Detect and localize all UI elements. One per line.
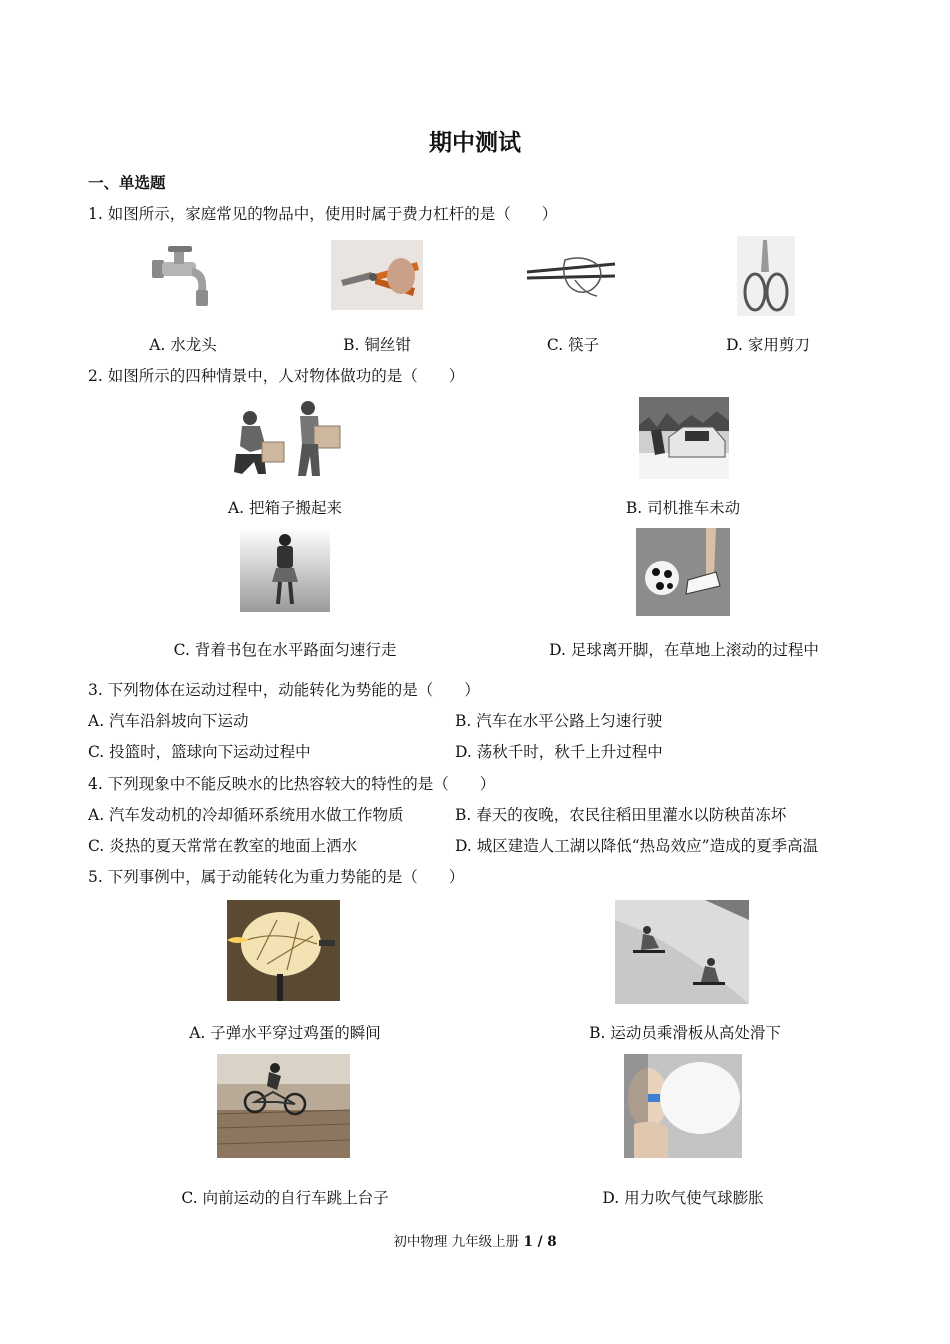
q5-option-a: A. 子弹水平穿过鸡蛋的瞬间 <box>189 1024 381 1042</box>
soccer-ball-kick-image <box>636 528 730 616</box>
q2-option-b: B. 司机推车未动 <box>625 499 741 517</box>
sandboarding-image <box>615 900 749 1004</box>
lifting-box-image <box>228 396 342 482</box>
bicycle-jump-image <box>217 1054 350 1158</box>
q4-option-b: B. 春天的夜晚，农民往稻田里灌水以防秧苗冻坏 <box>455 806 787 824</box>
q4-option-c: C. 炎热的夏天常常在教室的地面上洒水 <box>88 837 358 855</box>
footer-page-number: 1 <box>523 1234 533 1250</box>
q4-option-d: D. 城区建造人工湖以降低“热岛效应”造成的夏季高温 <box>455 837 819 855</box>
section-heading: 一、单选题 <box>88 173 166 192</box>
footer-course: 初中物理 九年级上册 <box>393 1234 520 1250</box>
q5-option-c: C. 向前运动的自行车跳上台子 <box>181 1189 389 1207</box>
question-4-stem: 4. 下列现象中不能反映水的比热容较大的特性的是（ ） <box>88 775 496 793</box>
question-1-stem: 1. 如图所示，家庭常见的物品中，使用时属于费力杠杆的是（ ） <box>88 205 558 223</box>
schoolbag-walker-image <box>240 528 330 612</box>
bullet-egg-image <box>227 900 340 1001</box>
question-2-stem: 2. 如图所示的四种情景中，人对物体做功的是（ ） <box>88 367 465 385</box>
q1-option-d: D. 家用剪刀 <box>726 336 810 354</box>
balloon-blowing-image <box>624 1054 742 1158</box>
footer-page-total: 8 <box>547 1234 557 1250</box>
scissors-image <box>737 236 795 316</box>
q3-option-a: A. 汽车沿斜坡向下运动 <box>88 712 249 730</box>
q2-option-d: D. 足球离开脚，在草地上滚动的过程中 <box>549 641 819 659</box>
q3-option-b: B. 汽车在水平公路上匀速行驶 <box>455 712 663 730</box>
q1-option-a: A. 水龙头 <box>149 336 217 354</box>
faucet-image <box>148 240 216 312</box>
page-footer <box>0 1230 950 1250</box>
q5-option-d: D. 用力吹气使气球膨胀 <box>602 1189 764 1207</box>
q3-option-c: C. 投篮时，篮球向下运动过程中 <box>88 743 311 761</box>
question-5-stem: 5. 下列事例中，属于动能转化为重力势能的是（ ） <box>88 868 465 886</box>
chopsticks-image <box>525 250 617 302</box>
footer-separator: / <box>532 1234 548 1250</box>
q5-option-b: B. 运动员乘滑板从高处滑下 <box>589 1024 781 1042</box>
q2-option-a: A. 把箱子搬起来 <box>227 499 343 517</box>
page-title: 期中测试 <box>429 129 521 156</box>
pliers-image <box>331 240 423 310</box>
q2-option-c: C. 背着书包在水平路面匀速行走 <box>173 641 397 659</box>
car-in-snow-image <box>639 397 729 479</box>
q3-option-d: D. 荡秋千时，秋千上升过程中 <box>455 743 663 761</box>
q4-option-a: A. 汽车发动机的冷却循环系统用水做工作物质 <box>88 806 404 824</box>
q1-option-b: B. 铜丝钳 <box>343 336 411 354</box>
question-3-stem: 3. 下列物体在运动过程中，动能转化为势能的是（ ） <box>88 681 480 699</box>
q1-option-c: C. 筷子 <box>546 336 600 354</box>
